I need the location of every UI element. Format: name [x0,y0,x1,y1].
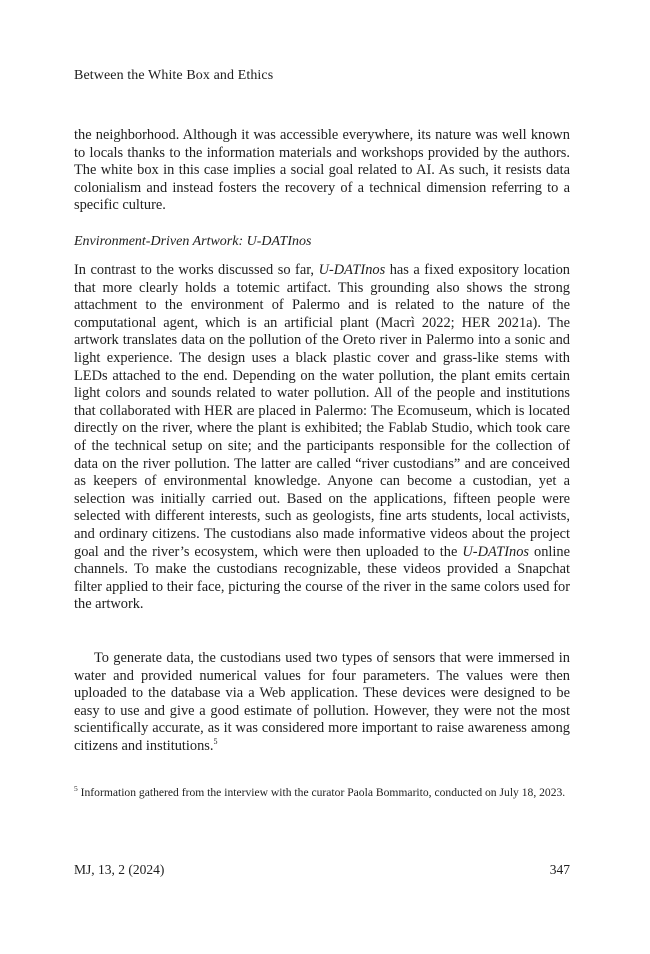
footnote-mark: 5 [74,784,78,794]
footnote-reference[interactable]: 5 [213,737,218,747]
footnote [74,785,570,801]
paragraph-text: has a fixed expository location that more clearly holds a totemic artifact. This grounding also shows the strong attachment to the environment of Palermo and is related to the nature of the computational agent, which is an artificial plant (Macrì 2022; HER 2021a). The artwork translates data on the pollution of the Oreto river in Palermo into a sonic and light experience. The design uses a black plastic cover and grass-like stems with LEDs attached to the end. Depending on the water pollution, the plant emits certain light colors and sounds related to water pollution. All of the people and institutions that collaborated with HER are placed in Palermo: The Ecomuseum, which is located directly on the river, where the plant is exhibited; the Fablab Studio, which took care of the technical setup on site; and the participants responsible for the collection of data on the river pollution. The latter are called “river custodians” and are conceived as keepers of environmental knowledge. Anyone can become a custodian, yet a selection was initially carried out. Based on the applications, fifteen people were selected with different interests, such as geologists, fine arts students, local activists, and ordinary citizens. The custodians also made informative videos about the project goal and the river’s ecosystem, which were then uploaded to the [74,262,571,560]
artwork-title: U-DATInos [462,543,530,560]
artwork-title: U-DATInos [318,262,386,278]
page-number: 347 [549,862,570,877]
body-paragraph: the neighborhood. Although it was accessible everywhere, its nature was well known to locals thanks to the information materials and workshops provided by the authors. The white box in this case implies a social goal related to AI. As such, it resists data colonialism and instead fosters the recovery of a technical dimension referring to a specific culture. [74,127,570,214]
body-paragraph [74,262,570,614]
footnote-text: Information gathered from the interview with the curator Paola Bommarito, conducted on July 18, 2023. [77,786,566,799]
paragraph-text: online channels. To make the custodians recognizable, these videos provided a Snapchat filter applied to their face, picturing the course of the river in the same colors used for the artwork. [74,543,570,613]
section-subheading: Environment-Driven Artwork: U-DATInos [74,234,312,249]
paragraph-text: To generate data, the custodians used two types of sensors that were immersed in water and provided numerical values for four parameters. The values were then uploaded to the database via a Web application. These devices were designed to be easy to use and give a good estimate of pollution. However, they were not the most scientifically accurate, as it was considered more important to raise awareness among citizens and institutions. [74,650,570,754]
paragraph-text: In contrast to the works discussed so far, [74,262,319,278]
body-paragraph [74,650,570,756]
journal-citation: MJ, 13, 2 (2024) [74,862,165,877]
running-head: Between the White Box and Ethics [74,68,274,83]
